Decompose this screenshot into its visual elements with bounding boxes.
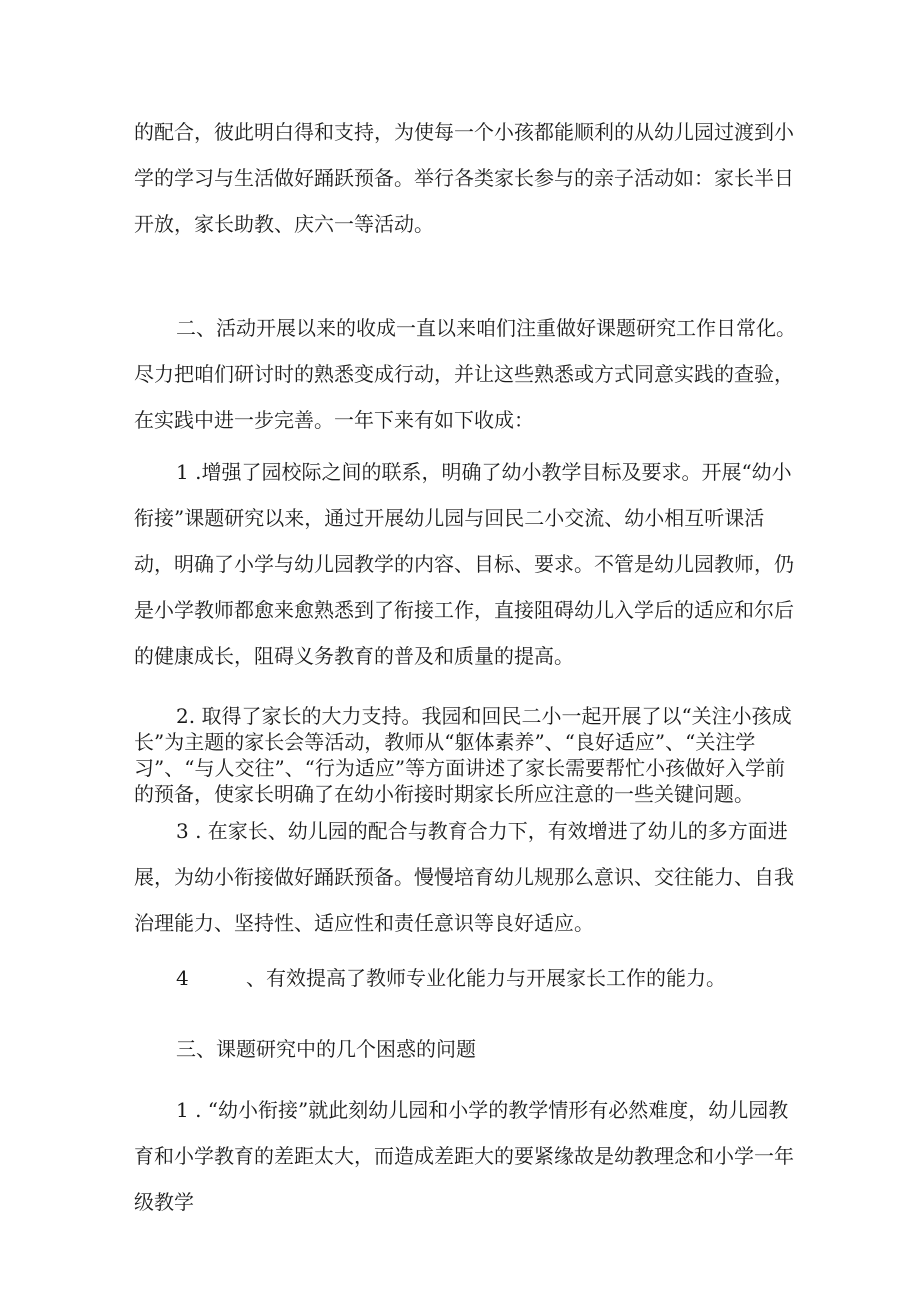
outcome-item-2: 2. 取得了家长的大力支持。我园和回民二小一起开展了以“关注小孩成长”为主题的家长会等活动，教师从“躯体素养”、“良好适应”、“关注学习”、“与人交往”、“行为适应”等方面讲述了家长需要帮忙小孩做好入学前的预备，使家长明确了在幼小衔接时期家长所应注意的一些关键问题。 [134, 704, 792, 806]
outcome-item-3: 3 . 在家长、幼儿园的配合与教育合力下，有效增进了幼儿的多方面进展，为幼小衔接做好踊跃预备。慢慢培育幼儿规那么意识、交往能力、自我治理能力、坚持性、适应性和责任意识等良好适应。 [134, 819, 794, 935]
paragraph-continuation: 的配合，彼此明白得和支持，为使每一个小孩都能顺利的从幼儿园过渡到小学的学习与生活做好踊跃预备。举行各类家长参与的亲子活动如：家长半日开放，家长助教、庆六一等活动。 [134, 120, 794, 236]
section-three-heading: 三、课题研究中的几个困惑的问题 [176, 1037, 476, 1061]
outcome-item-1: 1 .增强了园校际之间的联系，明确了幼小教学目标及要求。开展“幼小衔接”课题研究以来，通过开展幼儿园与回民二小交流、幼小相互听课活动，明确了小学与幼儿园教学的内容、目标、要求。不管是幼儿园教师，仍是小学教师都愈来愈熟悉到了衔接工作，直接阻碍幼儿入学后的适应和尔后的健康成长，阻碍义务教育的普及和质量的提高。 [134, 460, 794, 668]
outcome-item-4 [134, 955, 796, 1001]
section-two-paragraph: 二、活动开展以来的收成一直以来咱们注重做好课题研究工作日常化。尽力把咱们研讨时的熟悉变成行动，并让这些熟悉或方式同意实践的查验，在实践中进一步完善。一年下来有如下收成： [134, 316, 796, 432]
item-number: 4 [176, 966, 189, 990]
item-text: 、有效提高了教师专业化能力与开展家长工作的能力。 [246, 966, 726, 990]
issue-item-1: 1 . “幼小衔接”就此刻幼儿园和小学的教学情形有必然难度，幼儿园教育和小学教育的差距太大，而造成差距大的要紧缘故是幼教理念和小学一年级教学 [134, 1098, 794, 1214]
